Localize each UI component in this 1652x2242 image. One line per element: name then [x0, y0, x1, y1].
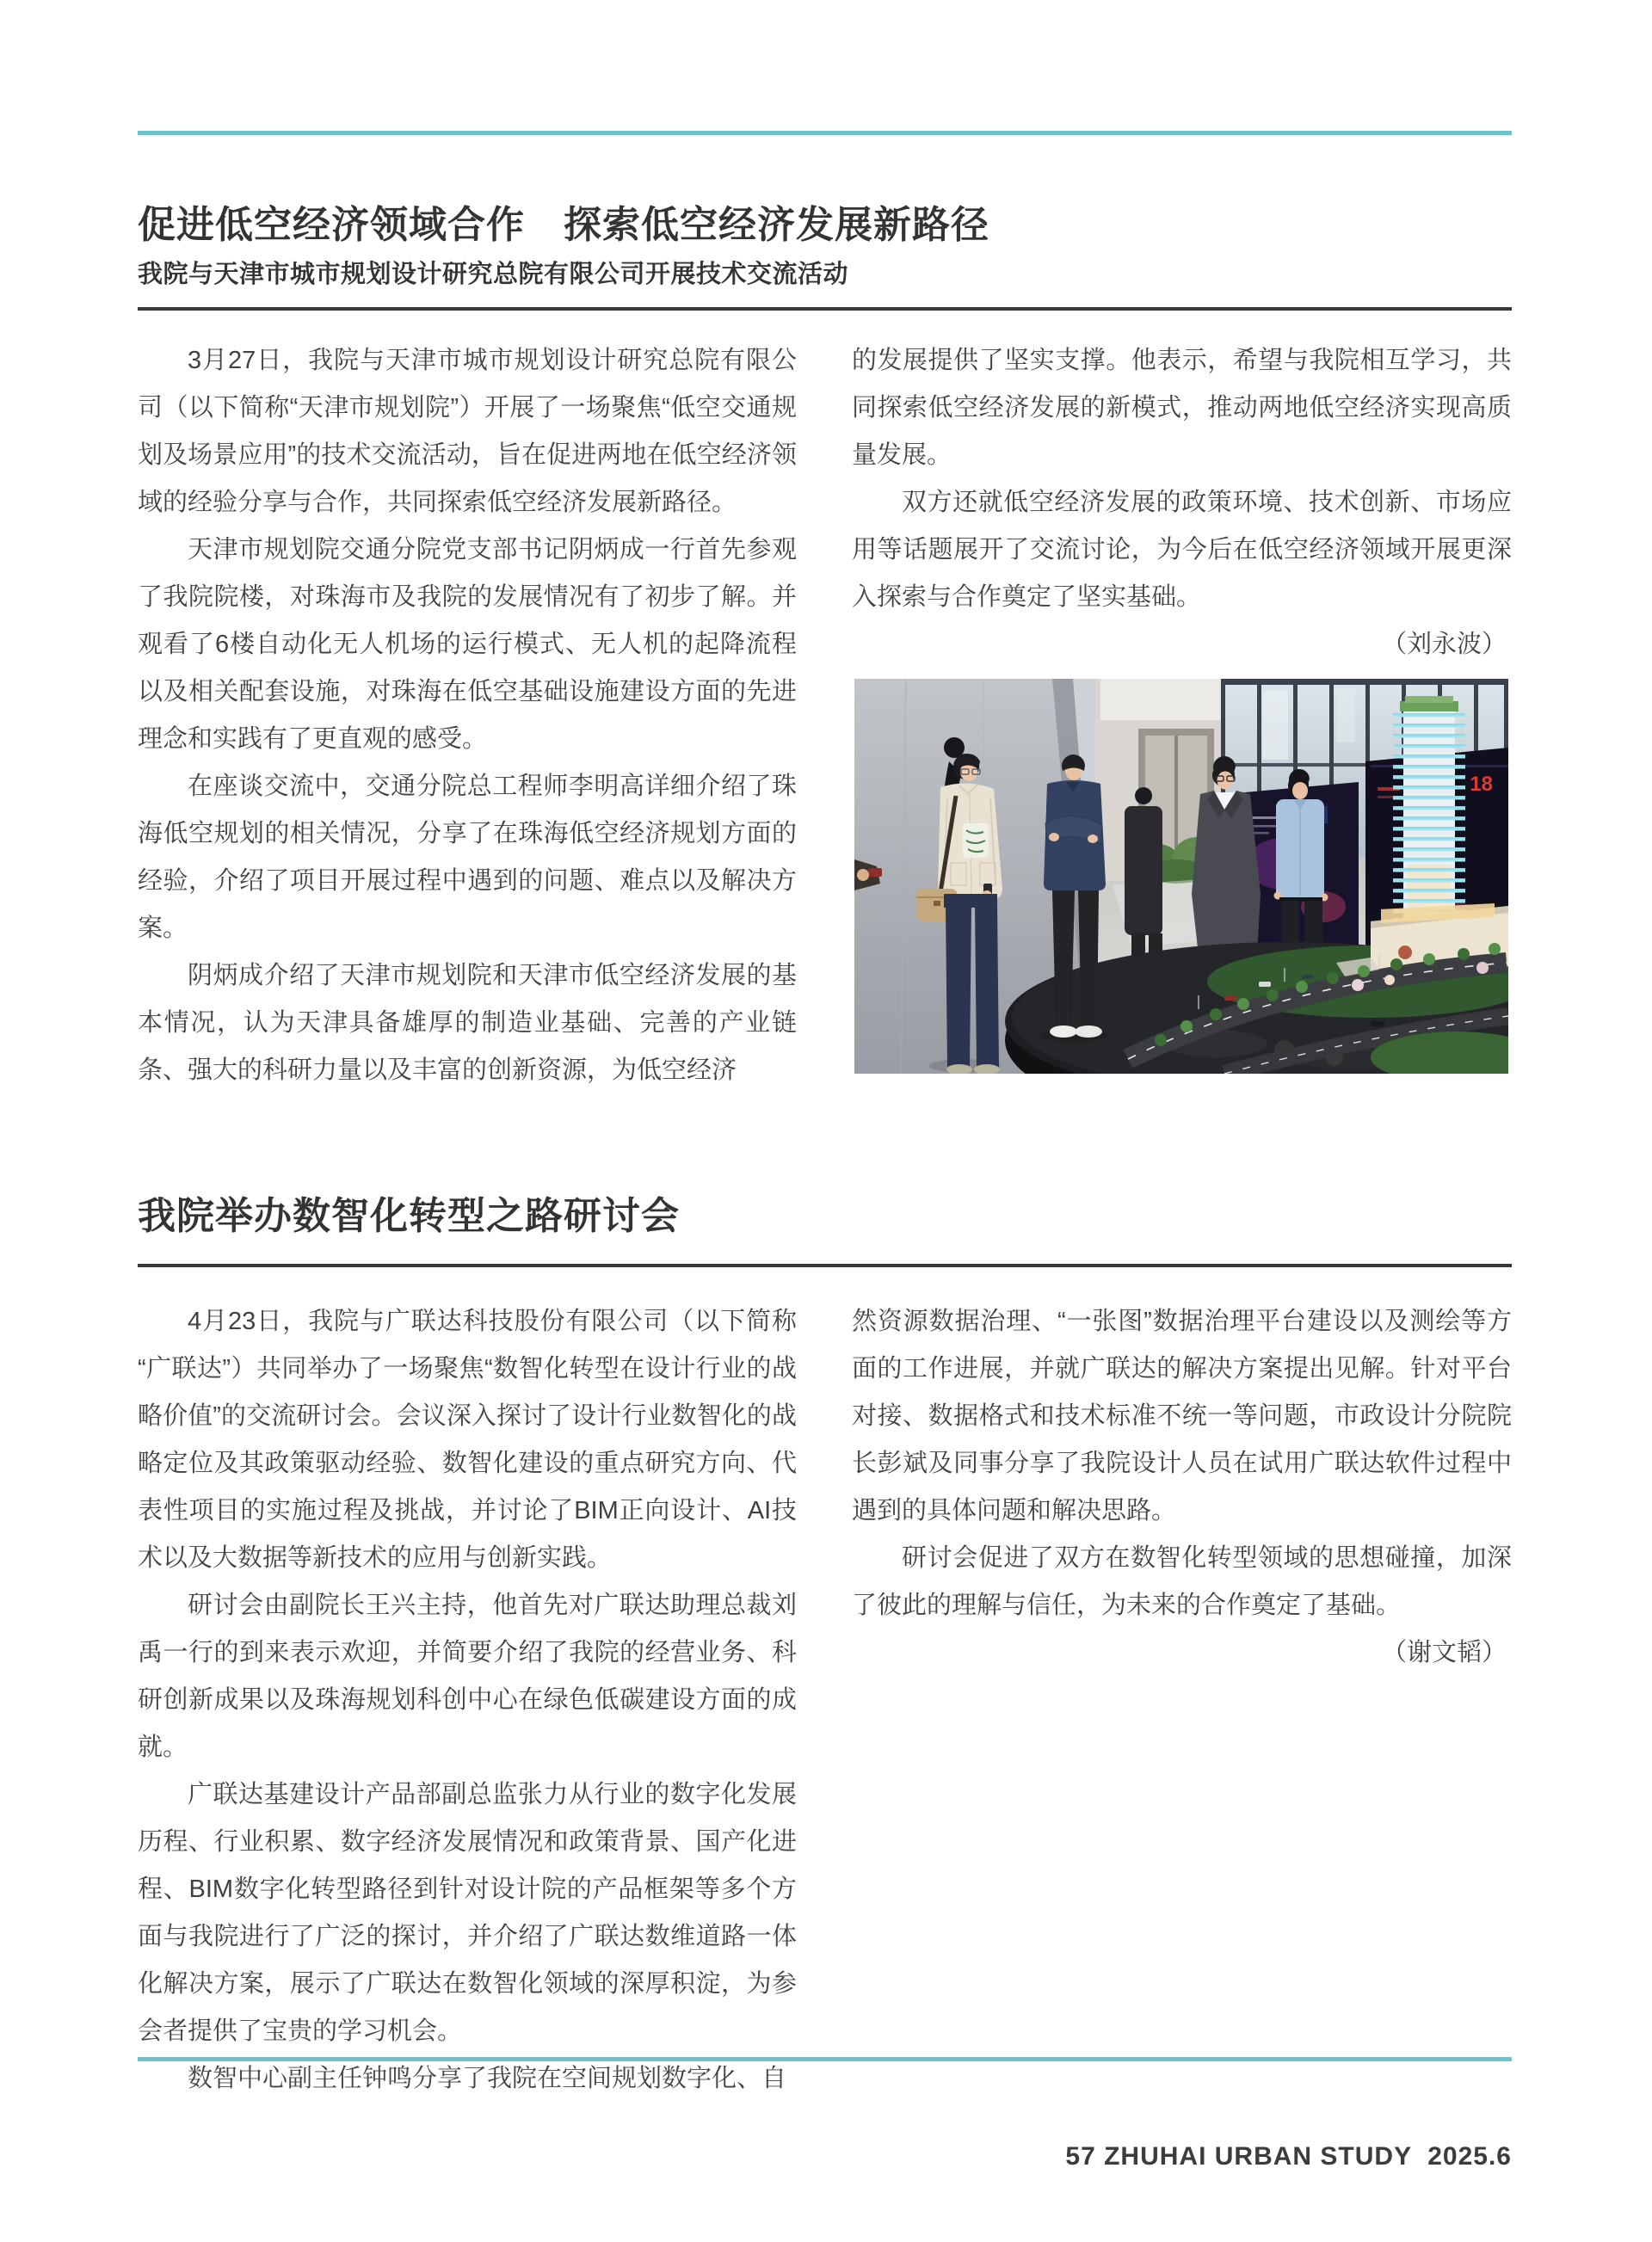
paragraph: 天津市规划院交通分院党支部书记阴炳成一行首先参观了我院院楼，对珠海市及我院的发展情况有了初步了解。并观看了6楼自动化无人机场的运行模式、无人机的起降流程以及相关配套设施，对珠海在低空基础设施建设方面的先进理念和实践有了更直观的感受。 [138, 536, 797, 753]
paragraph: 研讨会促进了双方在数智化转型领域的思想碰撞，加深了彼此的理解与信任，为未来的合作奠定了基础。 [852, 1544, 1512, 1619]
article1-byline: （刘永波） [1381, 631, 1507, 658]
paragraph: 双方还就低空经济发展的政策环境、技术创新、市场应用等话题展开了交流讨论，为今后在低空经济领域开展更深入探索与合作奠定了坚实基础。 [852, 489, 1512, 611]
paragraph: 研讨会由副院长王兴主持，他首先对广联达助理总裁刘禹一行的到来表示欢迎，并简要介绍了我院的经营业务、科研创新成果以及珠海规划科创中心在绿色低碳建设方面的成就。 [138, 1592, 797, 1761]
paragraph: 数智中心副主任钟鸣分享了我院在空间规划数字化、自 [188, 2065, 787, 2092]
paragraph: 的发展提供了坚实支撑。他表示，希望与我院相互学习，共同探索低空经济发展的新模式，推动两地低空经济实现高质量发展。 [852, 347, 1512, 469]
article1-photo [854, 679, 1508, 1074]
article1-right-column [852, 337, 1512, 668]
article2-title-rule [138, 1264, 1512, 1267]
building-model-tower [1393, 696, 1465, 923]
page-footer: 57 ZHUHAI URBAN STUDY 2025.6 [1065, 2142, 1512, 2171]
article1-title-rule [138, 307, 1512, 311]
paragraph: 4月23日，我院与广联达科技股份有限公司（以下简称“广联达”）共同举办了一场聚焦“数智化转型在设计行业的战略价值”的交流研讨会。会议深入探讨了设计行业数智化的战略定位及其政策驱动经验、数智化建设的重点研究方向、代表性项目的实施过程及挑战，并讨论了BIM正向设计、AI技术以及大数据等新技术的应用与创新实践。 [138, 1308, 797, 1572]
screen-number-text: 18 [1470, 773, 1493, 796]
article1-left-column [138, 337, 797, 1094]
paragraph: 在座谈交流中，交通分院总工程师李明高详细介绍了珠海低空规划的相关情况，分享了在珠海低空经济规划方面的经验，介绍了项目开展过程中遇到的问题、难点以及解决方案。 [138, 773, 797, 942]
paragraph: 阴炳成介绍了天津市规划院和天津市低空经济发展的基本情况，认为天津具备雄厚的制造业基础、完善的产业链条、强大的科研力量以及丰富的创新资源，为低空经济 [138, 962, 797, 1084]
article1-title: 促进低空经济领域合作 探索低空经济发展新路径 [138, 204, 989, 246]
article2-title: 我院举办数智化转型之路研讨会 [138, 1195, 680, 1237]
article2-right-column [852, 1298, 1512, 1677]
paragraph: 然资源数据治理、“一张图”数据治理平台建设以及测绘等方面的工作进展，并就广联达的解决方案提出见解。针对平台对接、数据格式和技术标准不统一等问题，市政设计分院院长彭斌及同事分享了我院设计人员在试用广联达软件过程中遇到的具体问题和解决思路。 [852, 1308, 1512, 1524]
article2-left-column [138, 1298, 797, 2103]
paragraph: 3月27日，我院与天津市城市规划设计研究总院有限公司（以下简称“天津市规划院”）开展了一场聚焦“低空交通规划及场景应用”的技术交流活动，旨在促进两地在低空经济领域的经验分享与合作，共同探索低空经济发展新路径。 [138, 347, 797, 516]
paragraph: 广联达基建设计产品部副总监张力从行业的数字化发展历程、行业积累、数字经济发展情况和政策背景、国产化进程、BIM数字化转型路径到针对设计院的产品框架等多个方面与我院进行了广泛的探讨，并介绍了广联达数维道路一体化解决方案，展示了广联达在数智化领域的深厚积淀，为参会者提供了宝贵的学习机会。 [138, 1781, 797, 2045]
top-accent-rule [138, 131, 1512, 135]
article1-subtitle: 我院与天津市城市规划设计研究总院有限公司开展技术交流活动 [138, 261, 849, 288]
bottom-accent-rule [138, 2057, 1512, 2061]
article2-byline: （谢文韬） [1381, 1639, 1507, 1666]
